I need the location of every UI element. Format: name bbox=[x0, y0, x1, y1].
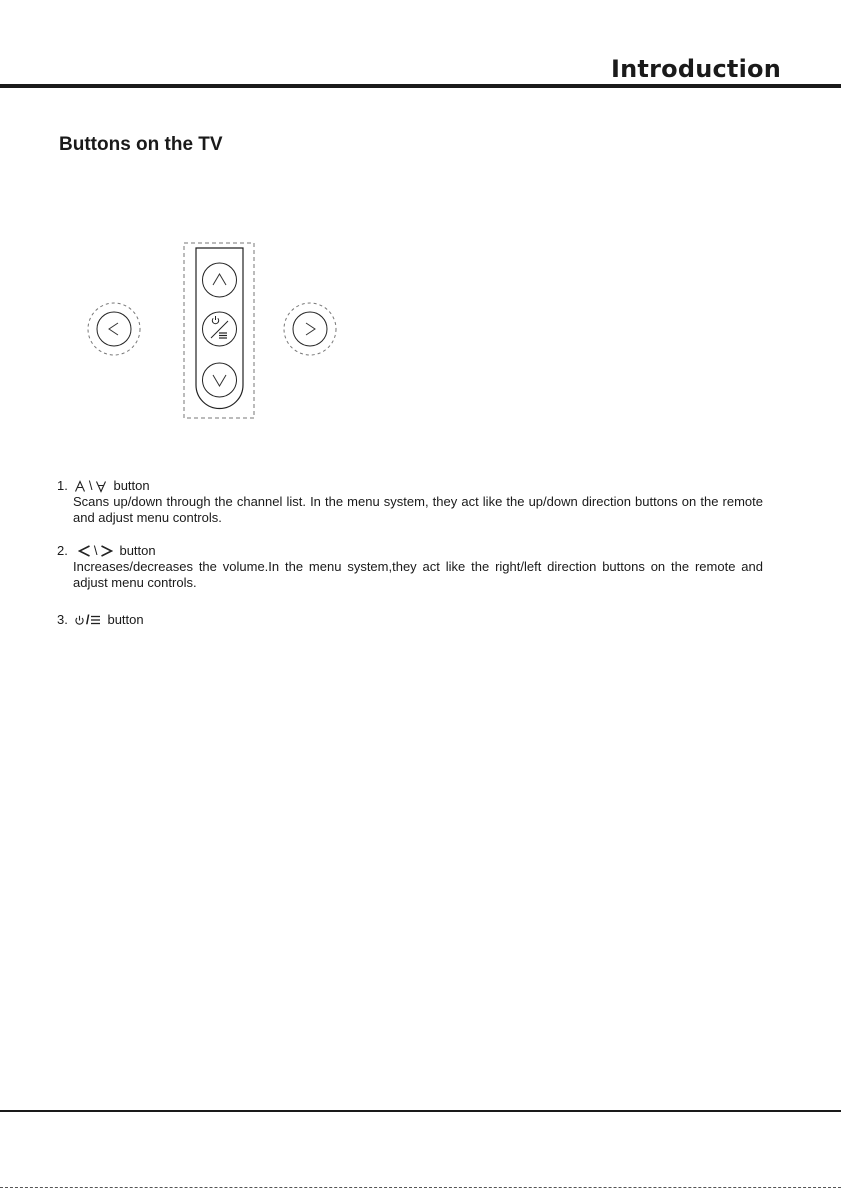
right-arrow-icon bbox=[306, 323, 315, 335]
footer-rule bbox=[0, 1110, 841, 1112]
item-number: 2. bbox=[57, 543, 68, 558]
item-label: button bbox=[119, 543, 156, 558]
page-header-title: Introduction bbox=[611, 55, 781, 83]
list-item bbox=[57, 612, 763, 628]
item-description: Scans up/down through the channel list. In the menu system, they act like the up/down direction buttons on the remote and adjust menu controls. bbox=[73, 494, 763, 525]
up-arrow-icon bbox=[74, 480, 86, 493]
menu-icon bbox=[90, 615, 101, 625]
down-arrow-icon bbox=[213, 375, 226, 386]
down-button bbox=[203, 363, 237, 397]
item-description: Increases/decreases the volume.In the menu system,they act like the right/left direction buttons on the remote and adjust menu controls. bbox=[73, 559, 763, 590]
right-button bbox=[284, 303, 336, 355]
item-number: 3. bbox=[57, 612, 68, 627]
separator: / bbox=[85, 612, 90, 627]
list-item bbox=[57, 543, 763, 591]
section-title: Buttons on the TV bbox=[59, 134, 223, 155]
power-menu-button bbox=[203, 312, 237, 346]
item-label: button bbox=[113, 478, 150, 493]
item-icons bbox=[74, 612, 102, 628]
separator: \ bbox=[88, 478, 93, 493]
power-icon bbox=[74, 615, 85, 626]
power-menu-icon bbox=[211, 316, 228, 338]
list-item bbox=[57, 478, 763, 526]
tv-buttons-diagram bbox=[0, 0, 841, 440]
separator: \ bbox=[93, 543, 98, 558]
item-number: 1. bbox=[57, 478, 68, 493]
left-arrow-icon bbox=[78, 545, 91, 557]
left-arrow-icon bbox=[109, 323, 118, 335]
bottom-dashed-line bbox=[0, 1187, 841, 1188]
up-arrow-icon bbox=[213, 274, 226, 285]
item-icons bbox=[74, 478, 108, 494]
left-button bbox=[88, 303, 140, 355]
item-icons bbox=[78, 543, 114, 559]
item-label: button bbox=[107, 612, 144, 627]
up-button bbox=[203, 263, 237, 297]
down-arrow-icon bbox=[95, 480, 107, 493]
right-arrow-icon bbox=[100, 545, 113, 557]
